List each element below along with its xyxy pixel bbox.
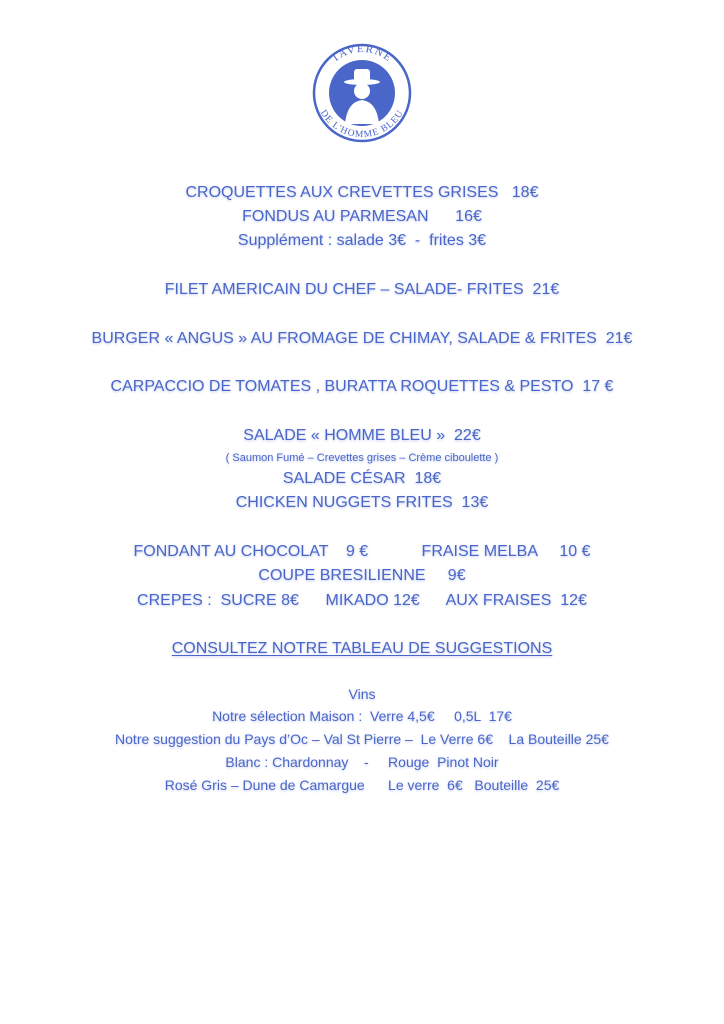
menu-desserts-line3: CREPES : SUCRE 8€ MIKADO 12€ AUX FRAISES 12€ — [137, 592, 587, 609]
suggestions-link: CONSULTEZ NOTRE TABLEAU DE SUGGESTIONS — [171, 640, 553, 657]
wine-maison: Notre sélection Maison : Verre 4,5€ 0,5L 17€ — [212, 708, 512, 724]
menu-item-nuggets: CHICKEN NUGGETS FRITES 13€ — [235, 494, 489, 511]
menu-supplement: Supplément : salade 3€ - frites 3€ — [237, 232, 487, 249]
menu-item-salade-homme-bleu: SALADE « HOMME BLEU » 22€ — [243, 427, 481, 444]
logo-bottom-textpath: DE L'HOMME BLEU — [317, 108, 407, 141]
menu-item-croquettes: CROQUETTES AUX CREVETTES GRISES 18€ — [185, 184, 539, 201]
wine-rose: Rosé Gris – Dune de Camargue Le verre 6€ Bouteille 25€ — [164, 777, 560, 793]
menu-item-fondus: FONDUS AU PARMESAN 16€ — [242, 208, 482, 225]
wine-pays-oc: Notre suggestion du Pays d’Oc – Val St Pierre – Le Verre 6€ La Bouteille 25€ — [115, 731, 609, 747]
menu-item-salade-detail: ( Saumon Fumé – Crevettes grises – Crème ciboulette ) — [225, 452, 499, 464]
menu-item-salade-cesar: SALADE CÉSAR 18€ — [282, 470, 442, 487]
menu-item-burger: BURGER « ANGUS » AU FROMAGE DE CHIMAY, SALADE & FRITES 21€ — [91, 330, 633, 347]
logo-top-textpath: TAVERNE — [329, 42, 395, 65]
menu-desserts-line1: FONDANT AU CHOCOLAT 9 € FRAISE MELBA 10 € — [133, 543, 591, 560]
menu-item-carpaccio: CARPACCIO DE TOMATES , BURATTA ROQUETTES & PESTO 17 € — [110, 378, 614, 395]
menu-item-filet: FILET AMERICAIN DU CHEF – SALADE- FRITES 21€ — [164, 281, 560, 298]
wines-title: Vins — [348, 686, 376, 702]
menu-desserts-line2: COUPE BRESILIENNE 9€ — [258, 567, 466, 584]
wine-blanc-rouge: Blanc : Chardonnay - Rouge Pinot Noir — [225, 754, 499, 770]
